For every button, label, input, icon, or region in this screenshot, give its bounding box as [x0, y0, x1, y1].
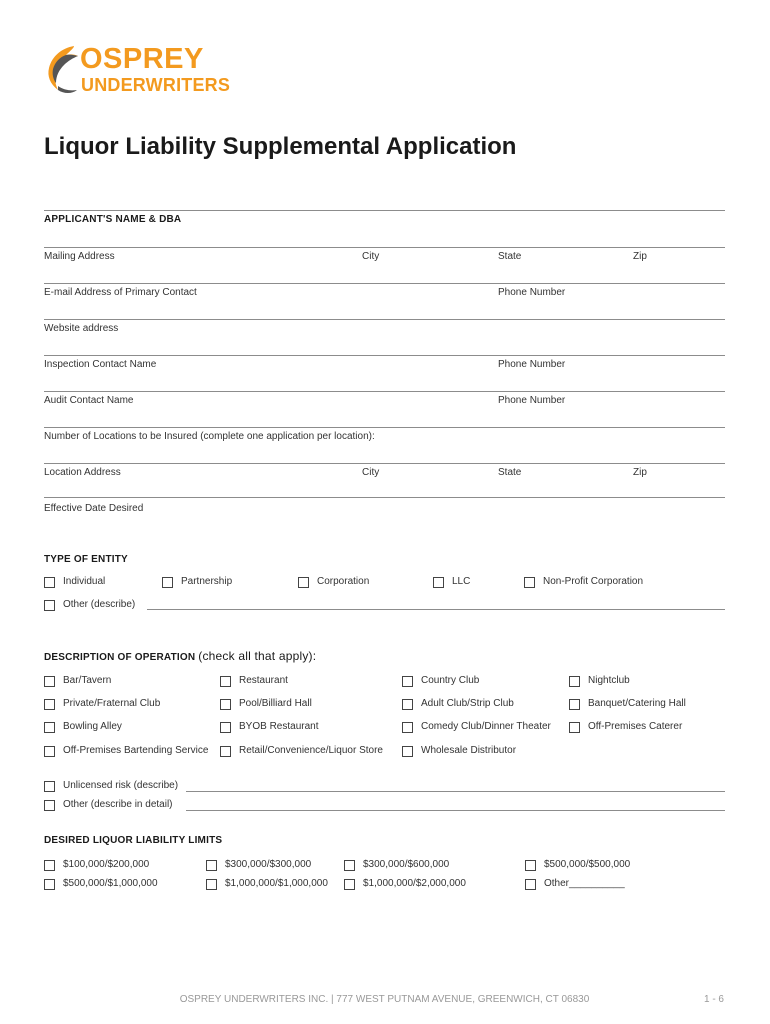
email-field[interactable] [44, 319, 725, 320]
operation-option-other[interactable] [44, 798, 173, 812]
effective-date-label: Effective Date Desired [44, 503, 144, 514]
option-label: Pool/Billiard Hall [239, 698, 312, 709]
website-label: Website address [44, 323, 119, 334]
operation-option[interactable] [44, 744, 208, 758]
phone-label: Phone Number [498, 287, 566, 298]
website-field[interactable] [44, 355, 725, 356]
option-label: Non-Profit Corporation [543, 576, 644, 587]
limit-option[interactable] [344, 858, 449, 872]
option-label: $500,000/$500,000 [544, 859, 631, 870]
option-label: Private/Fraternal Club [63, 698, 161, 709]
checkbox[interactable] [162, 577, 173, 588]
location-address-label: Location Address [44, 467, 121, 478]
operation-option[interactable] [44, 720, 122, 734]
logo-word-top: OSPREY [80, 43, 204, 75]
audit-contact-label: Audit Contact Name [44, 395, 134, 406]
inspection-contact-label: Inspection Contact Name [44, 359, 157, 370]
checkbox[interactable] [433, 577, 444, 588]
checkbox[interactable] [44, 781, 55, 792]
checkbox[interactable] [220, 722, 231, 733]
num-locations-label: Number of Locations to be Insured (complete one application per location): [44, 431, 375, 442]
limit-option[interactable] [44, 877, 158, 891]
checkbox[interactable] [524, 577, 535, 588]
operation-option[interactable] [402, 744, 516, 758]
option-label: $300,000/$600,000 [363, 859, 450, 870]
location-address-field[interactable] [44, 497, 725, 498]
entity-option-llc[interactable] [433, 575, 470, 589]
zip-label: Zip [633, 251, 647, 262]
checkbox[interactable] [220, 746, 231, 757]
option-label: Wholesale Distributor [421, 745, 517, 756]
checkbox[interactable] [44, 722, 55, 733]
option-label: $1,000,000/$2,000,000 [363, 878, 466, 889]
option-label: Nightclub [588, 675, 630, 686]
checkbox[interactable] [525, 860, 536, 871]
option-label: Individual [63, 576, 106, 587]
mailing-address-field[interactable] [44, 283, 725, 284]
operation-heading-text: DESCRIPTION OF OPERATION [44, 652, 196, 663]
applicant-name-label: APPLICANT'S NAME & DBA [44, 214, 182, 225]
operation-option[interactable] [220, 674, 288, 688]
operation-option[interactable] [402, 674, 479, 688]
checkbox[interactable] [344, 879, 355, 890]
unlicensed-describe-field[interactable] [186, 791, 725, 792]
option-label: Comedy Club/Dinner Theater [421, 721, 551, 732]
page-number: 1 - 6 [703, 994, 724, 1005]
checkbox[interactable] [569, 722, 580, 733]
checkbox[interactable] [569, 699, 580, 710]
entity-option-corporation[interactable] [298, 575, 369, 589]
checkbox[interactable] [220, 699, 231, 710]
option-label: LLC [452, 576, 471, 587]
checkbox[interactable] [44, 746, 55, 757]
operation-heading-note: (check all that apply): [198, 649, 317, 663]
checkbox[interactable] [206, 860, 217, 871]
location-state-label: State [498, 467, 522, 478]
option-label: Off-Premises Caterer [588, 721, 683, 732]
option-label: Adult Club/Strip Club [421, 698, 514, 709]
operation-option[interactable] [402, 720, 551, 734]
limit-option[interactable] [44, 858, 149, 872]
num-locations-field[interactable] [44, 463, 725, 464]
state-label: State [498, 251, 522, 262]
option-label: Corporation [317, 576, 370, 587]
entity-option-individual[interactable] [44, 575, 105, 589]
checkbox[interactable] [298, 577, 309, 588]
location-zip-label: Zip [633, 467, 647, 478]
footer-address: OSPREY UNDERWRITERS INC. | 777 WEST PUTNAM AVENUE, GREENWICH, CT 06830 [179, 994, 590, 1005]
option-label: Bowling Alley [63, 721, 122, 732]
location-city-label: City [362, 467, 380, 478]
checkbox[interactable] [44, 600, 55, 611]
audit-phone-label: Phone Number [498, 395, 566, 406]
page-title: Liquor Liability Supplemental Application [44, 133, 517, 160]
operation-option[interactable] [569, 674, 630, 688]
limit-option-other[interactable] [525, 877, 625, 891]
checkbox[interactable] [206, 879, 217, 890]
option-label: Other (describe) [63, 599, 136, 610]
other-detail-field[interactable] [186, 810, 725, 811]
divider [44, 210, 725, 211]
entity-heading: TYPE OF ENTITY [44, 554, 128, 565]
audit-contact-field[interactable] [44, 427, 725, 428]
checkbox[interactable] [44, 699, 55, 710]
operation-option[interactable] [44, 697, 160, 711]
option-label: Other (describe in detail) [63, 799, 173, 810]
checkbox[interactable] [402, 746, 413, 757]
option-label: Off-Premises Bartending Service [63, 745, 209, 756]
operation-option[interactable] [220, 744, 383, 758]
logo-word-bottom: UNDERWRITERS [81, 75, 231, 95]
checkbox[interactable] [44, 676, 55, 687]
option-label: Country Club [421, 675, 480, 686]
inspection-phone-label: Phone Number [498, 359, 566, 370]
company-logo [44, 44, 254, 104]
operation-option[interactable] [220, 697, 312, 711]
checkbox[interactable] [402, 676, 413, 687]
option-label: Restaurant [239, 675, 288, 686]
checkbox[interactable] [220, 676, 231, 687]
operation-option-unlicensed[interactable] [44, 779, 178, 793]
operation-option[interactable] [44, 674, 111, 688]
checkbox[interactable] [44, 800, 55, 811]
entity-option-other[interactable] [44, 598, 135, 612]
checkbox[interactable] [525, 879, 536, 890]
inspection-contact-field[interactable] [44, 391, 725, 392]
operation-option[interactable] [402, 697, 514, 711]
email-label: E-mail Address of Primary Contact [44, 287, 197, 298]
option-label: $100,000/$200,000 [63, 859, 150, 870]
option-label: Retail/Convenience/Liquor Store [239, 745, 383, 756]
limits-heading: DESIRED LIQUOR LIABILITY LIMITS [44, 835, 223, 846]
entity-option-nonprofit[interactable] [524, 575, 643, 589]
option-label: $300,000/$300,000 [225, 859, 312, 870]
option-label: Other__________ [544, 878, 625, 889]
city-label: City [362, 251, 380, 262]
osprey-bird-icon [44, 44, 80, 96]
checkbox[interactable] [402, 722, 413, 733]
option-label: Bar/Tavern [63, 675, 112, 686]
option-label: Partnership [181, 576, 233, 587]
limit-option[interactable] [206, 877, 328, 891]
option-label: $500,000/$1,000,000 [63, 878, 158, 889]
limit-option[interactable] [206, 858, 311, 872]
limit-option[interactable] [525, 858, 630, 872]
operation-heading [44, 650, 316, 664]
option-label: BYOB Restaurant [239, 721, 319, 732]
checkbox[interactable] [44, 879, 55, 890]
mailing-address-label: Mailing Address [44, 251, 115, 262]
checkbox[interactable] [569, 676, 580, 687]
option-label: Banquet/Catering Hall [588, 698, 686, 709]
operation-option[interactable] [220, 720, 318, 734]
option-label: Unlicensed risk (describe) [63, 780, 179, 791]
checkbox[interactable] [44, 577, 55, 588]
checkbox[interactable] [344, 860, 355, 871]
applicant-name-field[interactable] [44, 247, 725, 248]
operation-option[interactable] [569, 720, 682, 734]
checkbox[interactable] [402, 699, 413, 710]
option-label: $1,000,000/$1,000,000 [225, 878, 328, 889]
entity-other-field[interactable] [147, 609, 725, 610]
limit-option[interactable] [344, 877, 466, 891]
operation-option[interactable] [569, 697, 686, 711]
entity-option-partnership[interactable] [162, 575, 232, 589]
checkbox[interactable] [44, 860, 55, 871]
